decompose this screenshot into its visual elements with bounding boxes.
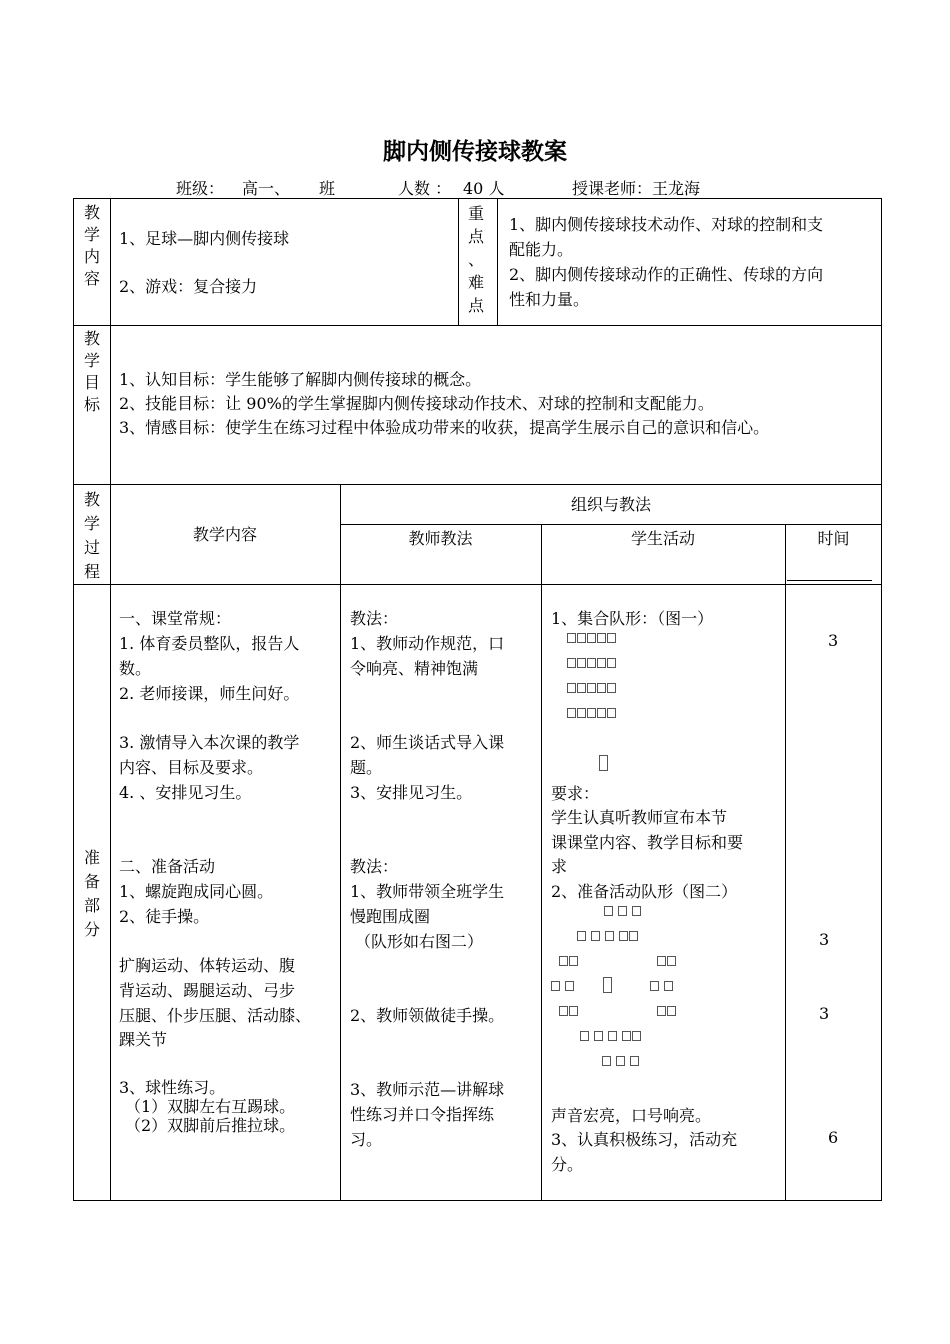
- content-header: 教 学 内 容: [83, 203, 100, 288]
- goal-1: 1、认知目标：学生能够了解脚内侧传接球的概念。: [119, 370, 482, 389]
- circle-formation-row: [602, 1056, 640, 1070]
- prep-student-line: 分。: [551, 1155, 584, 1174]
- prep-teacher-line: 2、师生谈话式导入课: [350, 733, 505, 752]
- prep-teacher-line: 题。: [350, 758, 383, 777]
- class-label: 班级：: [176, 179, 225, 198]
- prep-teacher-line: 教法：: [350, 609, 399, 628]
- circle-formation-row: [604, 906, 642, 920]
- time-column-header: 时间: [817, 529, 850, 548]
- prep-content-line: 踝关节: [119, 1030, 168, 1049]
- keypoint-1-line-2: 配能力。: [509, 240, 574, 259]
- prep-teacher-line: 3、安排见习生。: [350, 783, 473, 802]
- process-label: 教 学 过 程: [83, 490, 100, 581]
- prep-content-line: 1. 体育委员整队，报告人: [119, 634, 300, 653]
- keypoint-1-line-1: 1、脚内侧传接球技术动作、对球的控制和支: [509, 215, 824, 234]
- formation-row: [567, 633, 617, 647]
- prep-student-line: 求: [551, 857, 568, 876]
- prep-student-line: 课课堂内容、教学目标和要: [551, 833, 744, 852]
- prep-teacher-line: 2、教师领做徒手操。: [350, 1006, 505, 1025]
- class-suffix: 班: [319, 179, 336, 198]
- circle-formation-row: [650, 981, 674, 995]
- circle-formation-row: [657, 1006, 677, 1020]
- prep-label: 准 备 部 分: [83, 848, 100, 939]
- prep-teacher-line: 习。: [350, 1130, 383, 1149]
- prep-content-line: （1）双脚左右互踢球。: [125, 1097, 296, 1116]
- prep-content-line: 压腿、仆步压腿、活动膝、: [119, 1006, 312, 1025]
- prep-teacher-line: 令响亮、精神饱满: [350, 659, 479, 678]
- time-value: 3: [828, 631, 839, 650]
- keypoint-header: 重 点 、 难 点: [467, 204, 484, 315]
- prep-content-line: 3、球性练习。: [119, 1078, 226, 1097]
- prep-student-line: 2、准备活动队形（图二）: [551, 882, 738, 901]
- class-value: 高一、: [242, 179, 291, 198]
- keypoint-divider-right: [497, 198, 498, 326]
- time-value: 3: [819, 1004, 830, 1023]
- prep-content-line: 4. 、安排见习生。: [119, 783, 252, 802]
- keypoint-2-line-2: 性和力量。: [509, 290, 590, 309]
- time-underline: [787, 580, 872, 581]
- time-value: 6: [828, 1128, 839, 1147]
- prep-content-line: 数。: [119, 659, 152, 678]
- prep-content-line: 3. 激情导入本次课的教学: [119, 733, 300, 752]
- page-title: 脚内侧传接球教案: [383, 139, 567, 165]
- prep-content-line: 2. 老师接课，师生问好。: [119, 684, 300, 703]
- content-item-2: 2、游戏：复合接力: [119, 277, 258, 296]
- content-item-1: 1、足球—脚内侧传接球: [119, 229, 290, 248]
- count-value: 40 人: [463, 179, 505, 198]
- prep-content-line: 内容、目标及要求。: [119, 758, 264, 777]
- teacher-position-icon: [599, 755, 609, 775]
- keypoint-2-line-1: 2、脚内侧传接球动作的正确性、传球的方向: [509, 265, 824, 284]
- formation-row: [567, 708, 617, 722]
- teacher-column-header: 教师教法: [408, 529, 473, 548]
- prep-student-line: 要求：: [551, 784, 600, 803]
- prep-content-line: 2、徒手操。: [119, 907, 210, 926]
- prep-teacher-line: 性练习并口令指挥练: [350, 1105, 495, 1124]
- formation-row: [567, 658, 617, 672]
- prep-student-line: 3、认真积极练习，活动充: [551, 1130, 738, 1149]
- prep-student-line: 学生认真听教师宣布本节: [551, 808, 728, 827]
- prep-content-line: （2）双脚前后推拉球。: [125, 1116, 296, 1135]
- prep-teacher-line: 慢跑围成圈: [350, 907, 431, 926]
- prep-content-line: 1、螺旋跑成同心圆。: [119, 882, 274, 901]
- student-column-header: 学生活动: [630, 529, 695, 548]
- circle-formation-row: [657, 956, 677, 970]
- count-label: 人数 ：: [398, 179, 452, 198]
- prep-teacher-line: 1、教师带领全班学生: [350, 882, 505, 901]
- prep-content-line: 背运动、踢腿运动、弓步: [119, 981, 296, 1000]
- goal-header: 教 学 目 标: [83, 329, 100, 414]
- circle-formation-row: [559, 1006, 579, 1020]
- circle-formation-row: [559, 956, 579, 970]
- formation-row: [567, 683, 617, 697]
- content-column-header: 教学内容: [192, 525, 257, 544]
- prep-teacher-line: （队形如右图二）: [355, 932, 484, 951]
- goal-2: 2、技能目标：让 90%的学生掌握脚内侧传接球动作技术、对球的控制和支配能力。: [119, 394, 714, 413]
- prep-teacher-line: 1、教师动作规范，口: [350, 634, 505, 653]
- keypoint-divider-left: [458, 198, 459, 326]
- goal-3: 3、情感目标：使学生在练习过程中体验成功带来的收获，提高学生展示自己的意识和信心。: [119, 418, 770, 437]
- circle-formation-row: [577, 931, 639, 945]
- org-column-header: 组织与教法: [570, 495, 651, 514]
- teacher-value: 王龙海: [652, 179, 701, 198]
- prep-teacher-line: 3、教师示范—讲解球: [350, 1080, 505, 1099]
- circle-formation-row: [580, 1031, 642, 1045]
- prep-student-line: 声音宏亮，口号响亮。: [551, 1106, 712, 1125]
- circle-formation-row: [551, 981, 575, 995]
- prep-student-line: 1、集合队形：（图一）: [551, 609, 714, 628]
- teacher-center-icon: [603, 977, 613, 997]
- prep-content-line: 扩胸运动、体转运动、腹: [119, 956, 296, 975]
- teacher-label: 授课老师：: [572, 179, 653, 198]
- prep-content-line: 一、课堂常规：: [119, 609, 232, 628]
- prep-teacher-line: 教法：: [350, 857, 399, 876]
- prep-content-line: 二、准备活动: [119, 857, 216, 876]
- org-header-divider: [340, 524, 882, 525]
- time-value: 3: [819, 930, 830, 949]
